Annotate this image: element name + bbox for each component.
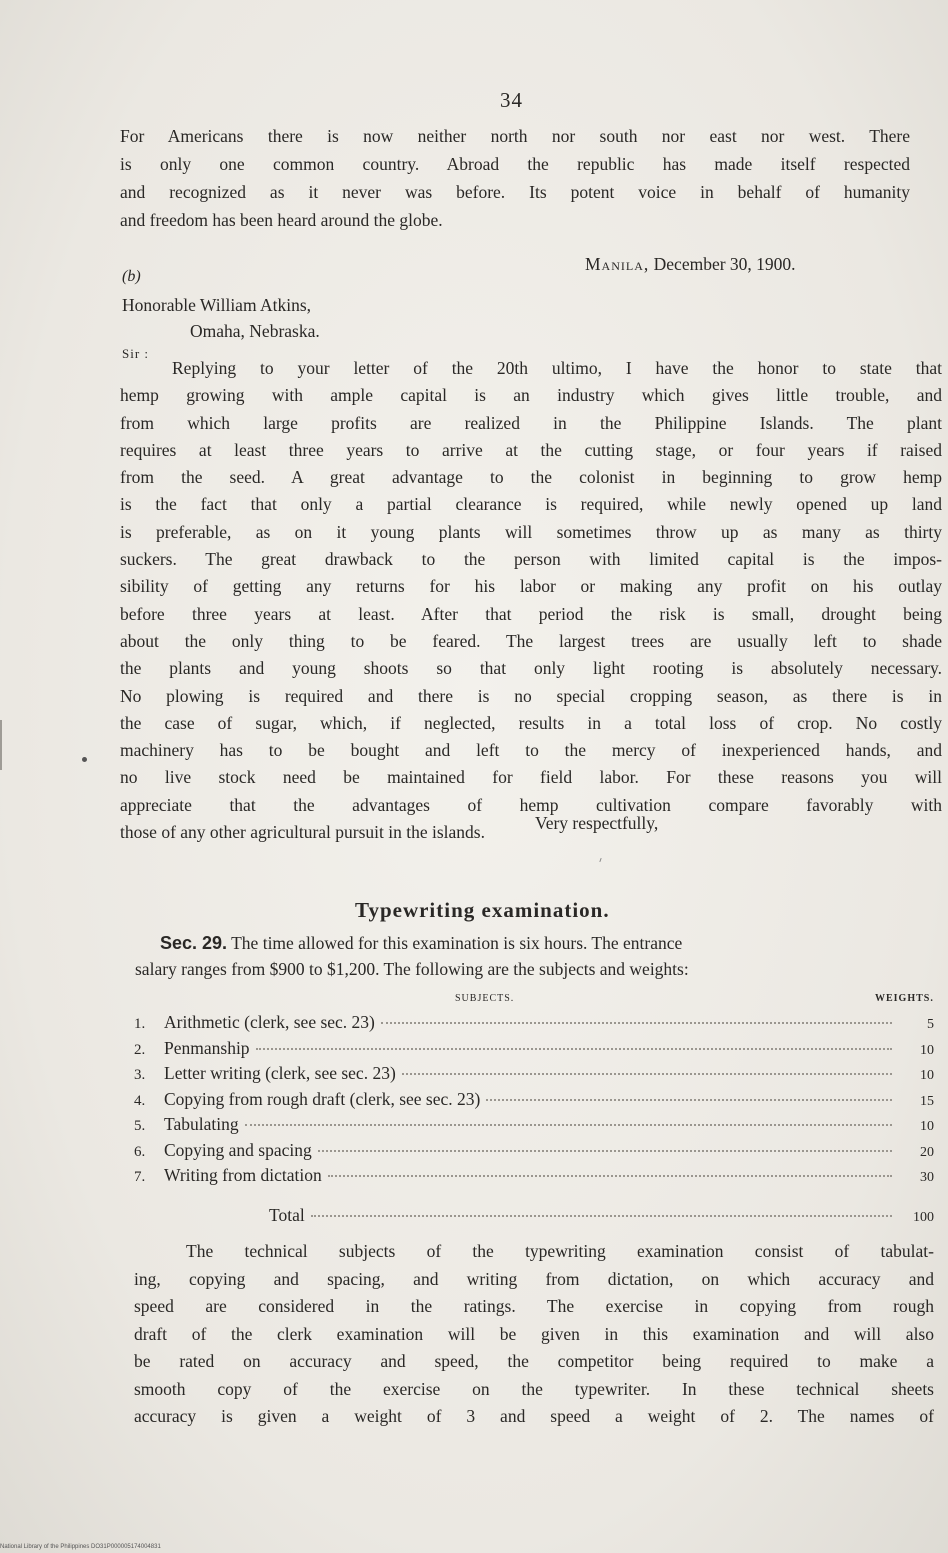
letter-label: (b): [122, 268, 141, 285]
dot-leader: [256, 1048, 892, 1050]
text-line: is preferable, as on it young plants will sometimes throw up as many as thirty: [120, 521, 942, 542]
letter-place: Manila,: [585, 254, 650, 274]
letter-body: [120, 355, 942, 846]
text-line: Replying to your letter of the 20th ultimo, I have the honor to state that: [172, 358, 942, 378]
text-line: No plowing is required and there is no special cropping season, as there is in: [120, 685, 942, 706]
subject-weight: 5: [927, 1017, 934, 1032]
text-line: draft of the clerk examination will be given in this examination and will also: [134, 1323, 934, 1344]
subject-name: Copying from rough draft (clerk, see sec. 23): [164, 1088, 481, 1109]
dot-leader: [486, 1099, 892, 1101]
total-weight: 100: [913, 1209, 934, 1225]
letter-addressee: [122, 292, 320, 344]
row-number: 3.: [134, 1067, 146, 1083]
subject-weight: 15: [920, 1093, 934, 1109]
subject-weight: 10: [920, 1068, 934, 1083]
subject-name: Writing from dictation: [164, 1165, 322, 1185]
letter-date: December 30, 1900.: [653, 254, 796, 274]
intro-paragraph: [120, 122, 910, 234]
text-line: no live stock need be maintained for field labor. For these reasons you will: [120, 767, 942, 788]
text-line: is the fact that only a partial clearance is required, while newly opened up land: [120, 494, 942, 515]
section-intro: [135, 930, 922, 982]
text-line: ing, copying and spacing, and writing from dictation, on which accuracy and: [134, 1268, 934, 1289]
table-row: [134, 1012, 934, 1038]
row-number: 1.: [134, 1016, 146, 1032]
text-line: the case of sugar, which, if neglected, results in a total loss of crop. No costly: [120, 712, 942, 733]
text-line: and freedom has been heard around the globe.: [120, 210, 443, 230]
column-header-weights: WEIGHTS.: [875, 993, 934, 1004]
source-footer: National Library of the Philippines DO31P000005174004831: [0, 1544, 161, 1550]
text-line: be rated on accuracy and speed, the competitor being required to make a: [134, 1351, 934, 1371]
text-line: machinery has to be bought and left to the mercy of inexperienced hands, and: [120, 740, 942, 761]
subject-name: Tabulating: [164, 1114, 239, 1134]
text-line: suckers. The great drawback to the person with limited capital is the impos-: [120, 549, 942, 570]
stray-mark: [599, 858, 601, 862]
row-number: 6.: [134, 1143, 146, 1160]
text-line: smooth copy of the exercise on the typewriter. In these technical sheets: [134, 1378, 934, 1399]
text-line: about the only thing to be feared. The largest trees are usually left to shade: [120, 630, 942, 651]
dot-leader: [381, 1022, 892, 1024]
row-number: 7.: [134, 1169, 146, 1185]
dot-leader: [311, 1215, 892, 1217]
subject-name: Arithmetic (clerk, see sec. 23): [164, 1012, 375, 1032]
total-row: [134, 1205, 934, 1231]
addressee-name: Honorable William Atkins,: [122, 295, 312, 315]
row-number: 5.: [134, 1118, 146, 1134]
text-line: from the seed. A great advantage to the colonist in beginning to grow hemp: [120, 467, 942, 488]
text-line: hemp growing with ample capital is an industry which gives little trouble, and: [120, 385, 942, 406]
text-line: the plants and young shoots so that only light rooting is absolutely necessary.: [120, 658, 942, 679]
section-heading: Typewriting examination.: [355, 898, 610, 922]
margin-dot: [82, 757, 87, 762]
table-row: [134, 1089, 934, 1115]
text-line: those of any other agricultural pursuit in the islands.: [120, 822, 485, 843]
subject-name: Copying and spacing: [164, 1139, 312, 1160]
text-line: is only one common country. Abroad the republic has made itself respected: [120, 154, 910, 174]
dot-leader: [318, 1150, 892, 1152]
text-line: For Americans there is now neither north nor south nor east nor west. There: [120, 126, 910, 146]
addressee-location: Omaha, Nebraska.: [190, 321, 320, 341]
text-line: accuracy is given a weight of 3 and speed a weight of 2. The names of: [134, 1406, 934, 1426]
table-row: [134, 1140, 934, 1166]
text-line: before three years at least. After that period the risk is small, drought being: [120, 603, 942, 624]
dot-leader: [245, 1124, 892, 1126]
letter-closing: Very respectfully,: [535, 813, 659, 833]
subject-name: Letter writing (clerk, see sec. 23): [164, 1063, 396, 1083]
closing-paragraph: [134, 1238, 934, 1431]
total-label: Total: [269, 1204, 305, 1225]
letter-dateline: [585, 254, 796, 275]
text-line: appreciate that the advantages of hemp cultivation compare favorably with: [120, 794, 942, 815]
scan-edge-mark: [0, 720, 2, 770]
subject-weight: 20: [920, 1144, 934, 1160]
letter-salutation: Sir :: [122, 346, 150, 361]
table-row: [134, 1114, 934, 1140]
text-line: requires at least three years to arrive at the cutting stage, or four years if raised: [120, 439, 942, 460]
text-line: from which large profits are realized in the Philippine Islands. The plant: [120, 412, 942, 433]
table-row: [134, 1038, 934, 1064]
section-intro-line: [160, 930, 922, 956]
table-row: [134, 1165, 934, 1191]
subject-weight: 10: [920, 1042, 934, 1058]
subject-name: Penmanship: [164, 1037, 250, 1058]
row-number: 2.: [134, 1041, 146, 1058]
subject-weight: 30: [920, 1170, 934, 1185]
column-header-subjects: SUBJECTS.: [455, 993, 515, 1004]
table-row: [134, 1063, 934, 1089]
dot-leader: [402, 1073, 892, 1075]
section-text: The time allowed for this examination is six hours. The entrance: [227, 933, 683, 953]
subject-weight: 10: [920, 1119, 934, 1134]
dot-leader: [328, 1175, 892, 1177]
subjects-table: [134, 1012, 934, 1230]
text-line: The technical subjects of the typewriting examination consist of tabulat-: [186, 1241, 934, 1261]
text-line: and recognized as it never was before. Its potent voice in behalf of humanity: [120, 182, 910, 202]
section-intro-line: salary ranges from $900 to $1,200. The following are the subjects and weights:: [135, 959, 689, 979]
text-line: sibility of getting any returns for his labor or making any profit on his outlay: [120, 576, 942, 597]
page-number: 34: [500, 88, 523, 112]
text-line: speed are considered in the ratings. The exercise in copying from rough: [134, 1296, 934, 1316]
row-number: 4.: [134, 1092, 146, 1109]
section-number: Sec. 29.: [160, 933, 228, 953]
